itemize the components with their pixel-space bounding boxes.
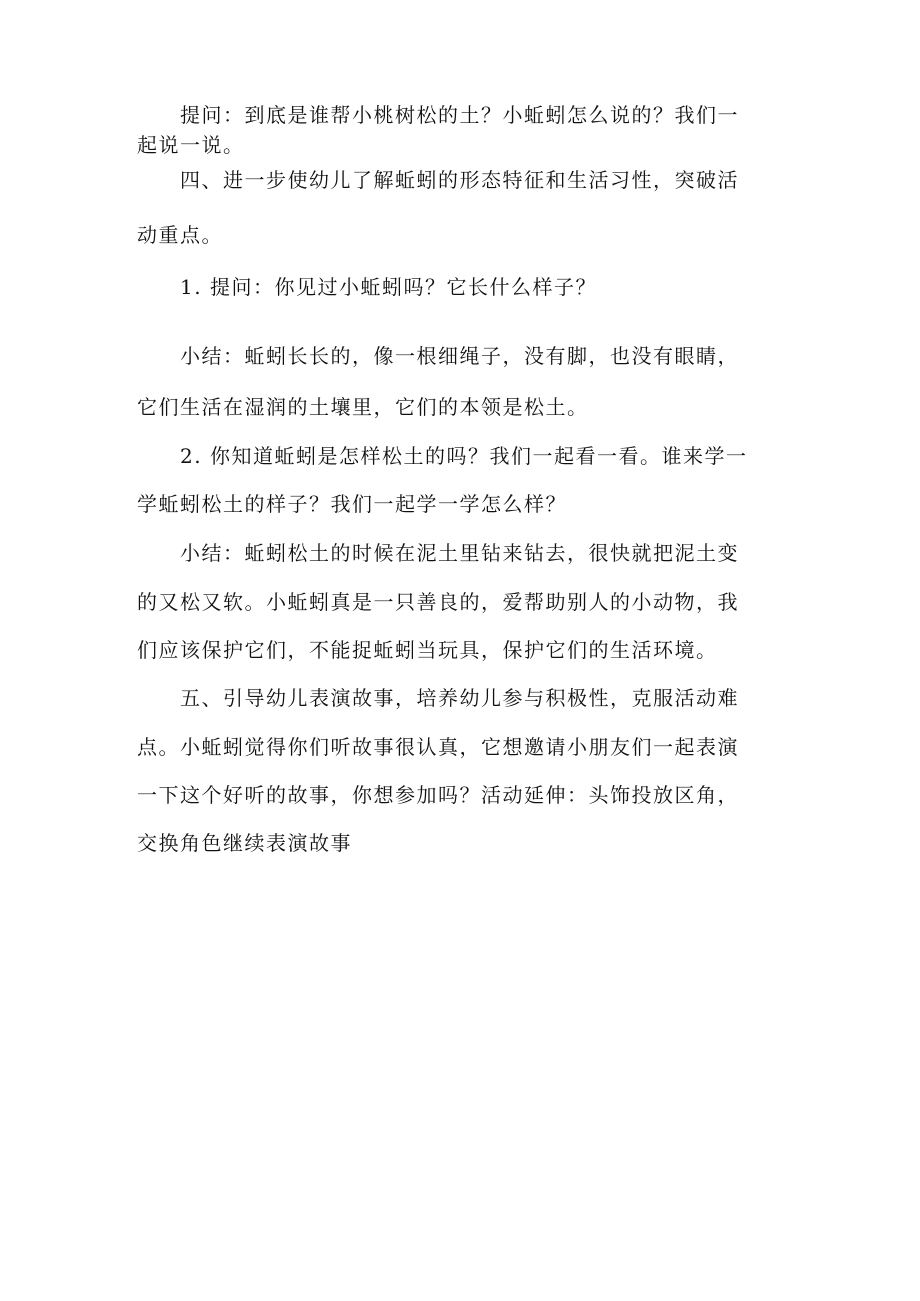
text-line: 动重点。 — [137, 223, 223, 247]
text-line: 交换角色继续表演故事 — [137, 831, 352, 855]
text-line: 点。小蚯蚓觉得你们听故事很认真，它想邀请小朋友们一起表演 — [137, 735, 739, 759]
text-line: 它们生活在湿润的土壤里，它们的本领是松土。 — [137, 395, 589, 419]
text-line: 四、进一步使幼儿了解蚯蚓的形态特征和生活习性，突破活 — [137, 168, 739, 192]
text-line: 小结：蚯蚓松土的时候在泥土里钻来钻去，很快就把泥土变 — [137, 541, 739, 565]
text-line: 一下这个好听的故事，你想参加吗？活动延伸：头饰投放区角， — [137, 783, 739, 807]
text-line: 起说一说。 — [137, 133, 245, 157]
text-line: 2. 你知道蚯蚓是怎样松土的吗？我们一起看一看。谁来学一 — [137, 444, 748, 468]
text-line: 五、引导幼儿表演故事，培养幼儿参与积极性，克服活动难 — [137, 686, 739, 710]
text-line: 的又松又软。小蚯蚓真是一只善良的，爱帮助别人的小动物，我 — [137, 590, 739, 614]
text-line: 小结：蚯蚓长长的，像一根细绳子，没有脚，也没有眼睛， — [137, 344, 739, 368]
text-line: 学蚯蚓松土的样子？我们一起学一学怎么样？ — [137, 492, 567, 516]
text-line: 1. 提问：你见过小蚯蚓吗？它长什么样子？ — [137, 275, 597, 299]
text-line: 提问：到底是谁帮小桃树松的土？小蚯蚓怎么说的？我们一 — [137, 103, 739, 127]
text-line: 们应该保护它们，不能捉蚯蚓当玩具，保护它们的生活环境。 — [137, 638, 718, 662]
